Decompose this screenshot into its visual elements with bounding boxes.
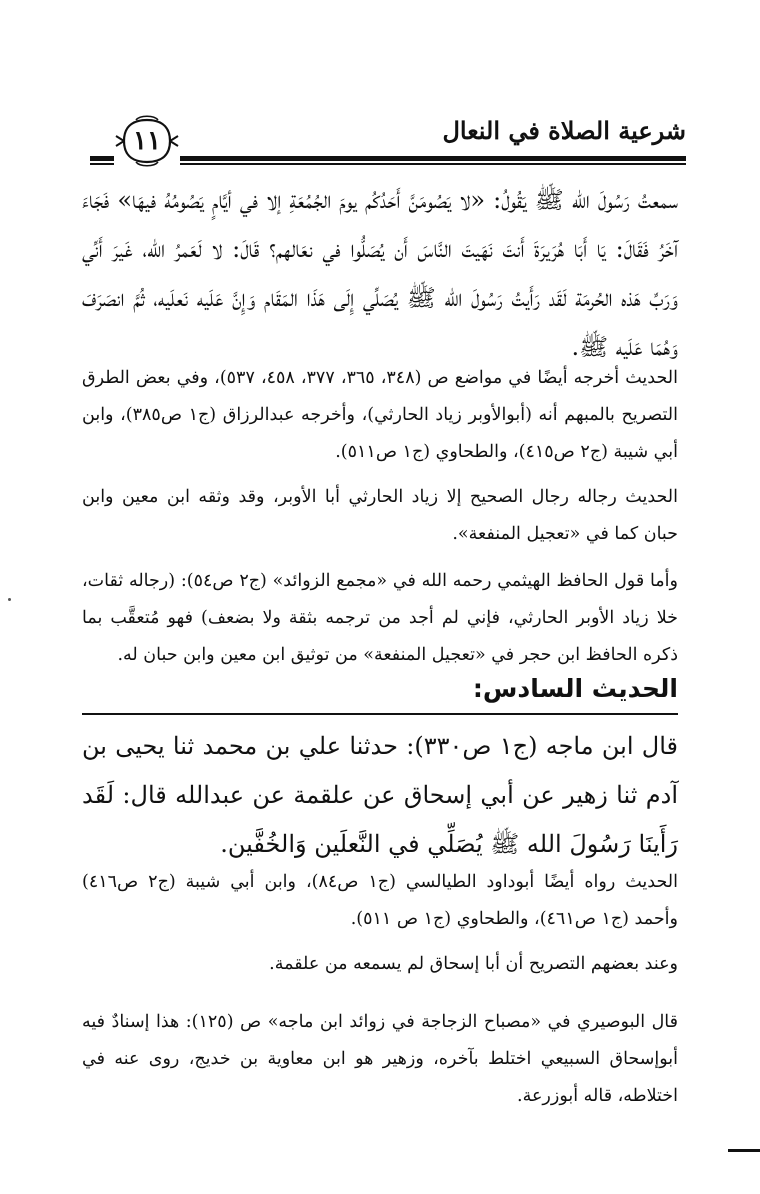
page-corner-mark bbox=[728, 1149, 760, 1152]
haythami-paragraph bbox=[82, 563, 678, 674]
sixth-takhrij-paragraph bbox=[82, 864, 678, 938]
scan-speck bbox=[8, 598, 11, 601]
hadith-text bbox=[82, 176, 678, 372]
hadith-paragraph: قال ابن ماجه (ج١ ص٣٣٠): حدثنا علي بن محمد ثنا يحيى بن آدم ثنا زهير عن أبي إسحاق عن علقمة عن عبدالله قال: لَقَد رَأَينَا رَسُولَ الله ﷺ يُصَلِّي في النَّعلَين وَالخُفَّين. bbox=[82, 732, 678, 858]
tasrih-paragraph bbox=[82, 946, 678, 983]
narrators-paragraph bbox=[82, 479, 678, 553]
note-paragraph: الحديث رجاله رجال الصحيح إلا زياد الحارثي أبا الأوبر، وقد وثقه ابن معين وابن حبان كما في «تعجيل المنفعة». bbox=[82, 487, 678, 544]
page-number-frame bbox=[114, 114, 180, 168]
section-heading: الحديث السادس: bbox=[472, 674, 678, 703]
note-paragraph: الحديث رواه أيضًا أبوداود الطيالسي (ج١ ص٨٤)، وابن أبي شيبة (ج٢ ص٤١٦) وأحمد (ج١ ص٤٦١)، والطحاوي (ج١ ص ٥١١). bbox=[82, 872, 678, 929]
note-paragraph: الحديث أخرجه أيضًا في مواضع ص (٣٤٨، ٣٦٥، ٣٧٧، ٤٥٨، ٥٣٧)، وفي بعض الطرق التصريح بالمبهم أنه (أبوالأوبر زياد الحارثي)، وأخرجه عبدالرزاق (ج١ ص٣٨٥)، وابن أبي شيبة (ج٢ ص٤١٥)، والطحاوي (ج١ ص٥١١). bbox=[82, 368, 678, 462]
busiri-paragraph bbox=[82, 1004, 678, 1115]
heading-rule bbox=[82, 713, 678, 715]
note-paragraph: وأما قول الحافظ الهيثمي رحمه الله في «مجمع الزوائد» (ج٢ ص٥٤): (رجاله ثقات، خلا زياد الأوبر الحارثي، فإني لم أجد من ترجمه بثقة ولا بضعف) فهو مُتعقَّب بما ذكره الحافظ ابن حجر في «تعجيل المنفعة» من توثيق ابن معين وابن حبان له. bbox=[82, 571, 678, 665]
note-paragraph: وعند بعضهم التصريح أن أبا إسحاق لم يسمعه من علقمة. bbox=[269, 954, 678, 974]
running-header bbox=[90, 110, 686, 168]
book-title: شرعية الصلاة في النعال bbox=[442, 116, 686, 145]
takhrij-paragraph bbox=[82, 360, 678, 471]
hadith-paragraph: سمعتُ رَسُولَ الله ﷺ يَقُولُ: «لا يَصُومَنَّ أَحَدُكُم يومَ الجُمُعَةِ إلا في أيَّامٍ يَصُومُهُ فيهَا» فَجَاءَ آخَرُ فَقَالَ: يَا أَبَا هُرَيرَةَ أَنتَ نَهَيتَ النَّاسَ أَن يُصَلُّوا في نعَالهم؟ قَالَ: لا لَعَمرُ الله، غَيرَ أَنِّي وَرَبِّ هَذه الحُرمَة لَقَد رَأَيتُ رَسُولَ الله ﷺ يُصَلِّي إِلَى هَذَا المَقَام وَإِنَّ عَلَيه نَعلَيه، ثُمَّ انصَرَفَ وَهُمَا عَلَيه ﷺ. bbox=[82, 186, 679, 361]
sixth-hadith-text bbox=[82, 722, 678, 869]
note-paragraph: قال البوصيري في «مصباح الزجاجة في زوائد ابن ماجه» ص (١٢٥): هذا إسنادٌ فيه أبوإسحاق السبيعي اختلط بآخره، وزهير هو ابن معاوية بن خديج، روى عنه في اختلاطه، قاله أبوزرعة. bbox=[82, 1012, 678, 1106]
page-number: ١١ bbox=[133, 126, 161, 156]
